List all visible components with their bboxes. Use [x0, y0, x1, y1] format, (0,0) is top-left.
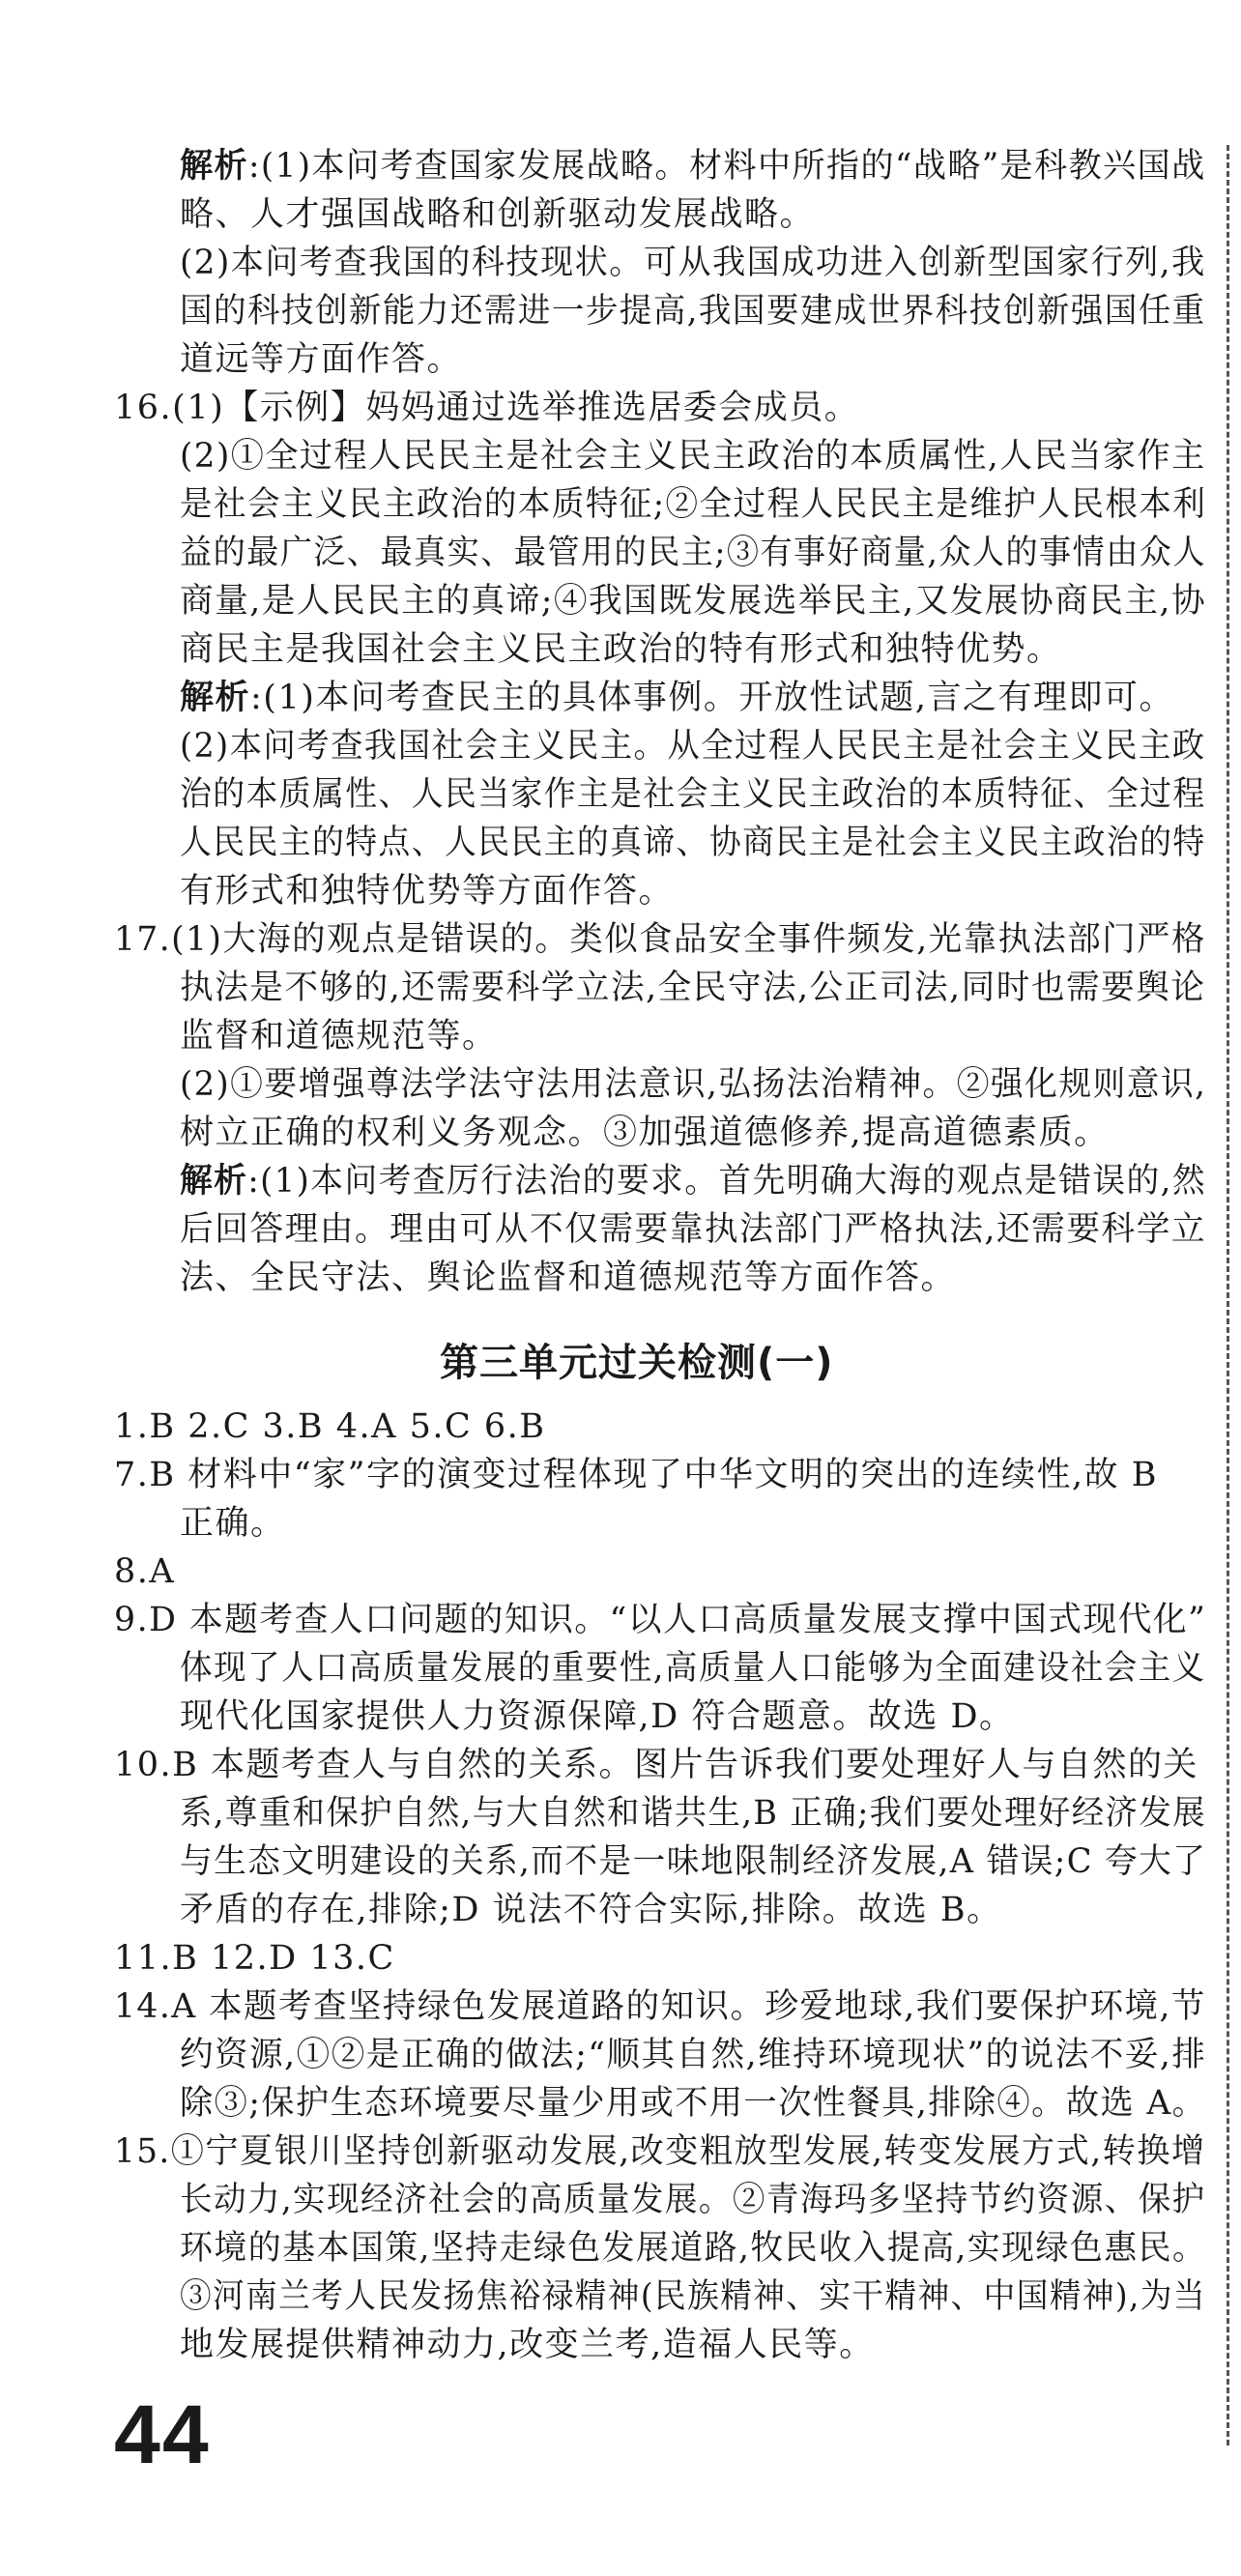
answer-line: 体现了人口高质量发展的重要性,高质量人口能够为全面建设社会主义: [180, 1649, 1206, 1688]
answer-line: 正确。: [180, 1504, 286, 1543]
answer-line: [180, 1160, 1206, 1202]
answer-line: 16.(1)【示例】妈妈通过选举推选居委会成员。: [114, 389, 860, 427]
answer-line: 有形式和独特优势等方面作答。: [180, 872, 675, 911]
answer-line: 略、人才强国战略和创新驱动发展战略。: [180, 195, 816, 234]
answer-line: 国的科技创新能力还需进一步提高,我国要建成世界科技创新强国任重: [180, 292, 1206, 331]
answer-line: 14.A 本题考查坚持绿色发展道路的知识。珍爱地球,我们要保护环境,节: [114, 1987, 1206, 2026]
answer-line: 15.①宁夏银川坚持创新驱动发展,改变粗放型发展,转变发展方式,转换增: [114, 2132, 1206, 2171]
answer-line: 10.B 本题考查人与自然的关系。图片告诉我们要处理好人与自然的关: [114, 1746, 1199, 1784]
answer-line: [180, 677, 1174, 719]
answer-line: 人民民主的特点、人民民主的真谛、协商民主是社会主义民主政治的特: [180, 824, 1206, 862]
answer-line: 1.B 2.C 3.B 4.A 5.C 6.B: [114, 1407, 546, 1446]
answer-line: 树立正确的权利义务观念。③加强道德修养,提高道德素质。: [180, 1114, 1110, 1152]
answer-line: 现代化国家提供人力资源保障,D 符合题意。故选 D。: [180, 1697, 1015, 1736]
analysis-label: 解析: [180, 1161, 248, 1201]
line-text: :(1)本问考查民主的具体事例。开放性试题,言之有理即可。: [250, 679, 1175, 717]
answer-line: 7.B 材料中“家”字的演变过程体现了中华文明的突出的连续性,故 B: [114, 1456, 1158, 1494]
answer-line: 系,尊重和保护自然,与大自然和谐共生,B 正确;我们要处理好经济发展: [180, 1794, 1207, 1833]
answer-line: 道远等方面作答。: [180, 340, 463, 379]
line-text: :(1)本问考查国家发展战略。材料中所指的“战略”是科教兴国战: [248, 147, 1206, 186]
answer-line: 商量,是人民民主的真谛;④我国既发展选举民主,又发展协商民主,协: [180, 582, 1207, 621]
answer-line: (2)①要增强尊法学法守法用法意识,弘扬法治精神。②强化规则意识,: [180, 1065, 1207, 1104]
answer-line: 9.D 本题考查人口问题的知识。“以人口高质量发展支撑中国式现代化”: [114, 1601, 1207, 1639]
analysis-label: 解析: [180, 678, 251, 717]
answer-line: 商民主是我国社会主义民主政治的特有形式和独特优势。: [180, 630, 1062, 669]
answer-line: 8.A: [114, 1552, 176, 1591]
answer-line: ③河南兰考人民发扬焦裕禄精神(民族精神、实干精神、中国精神),为当: [180, 2277, 1206, 2316]
cut-line-divider: [1227, 145, 1229, 2446]
answer-line: 地发展提供精神动力,改变兰考,造福人民等。: [180, 2326, 875, 2364]
answer-line: [180, 145, 1206, 188]
page-number: 44: [114, 2388, 211, 2481]
answer-line: 长动力,实现经济社会的高质量发展。②青海玛多坚持节约资源、保护: [180, 2181, 1206, 2219]
answer-line: (2)本问考查我国社会主义民主。从全过程人民民主是社会主义民主政: [180, 727, 1206, 766]
answer-line: 执法是不够的,还需要科学立法,全民守法,公正司法,同时也需要舆论: [180, 969, 1206, 1007]
answer-line: 除③;保护生态环境要尽量少用或不用一次性餐具,排除④。故选 A。: [180, 2084, 1207, 2123]
answer-line: 17.(1)大海的观点是错误的。类似食品安全事件频发,光靠执法部门严格: [114, 920, 1206, 959]
answer-line: 益的最广泛、最真实、最管用的民主;③有事好商量,众人的事情由众人: [180, 534, 1206, 572]
analysis-label: 解析: [180, 146, 249, 186]
section-title: 第三单元过关检测(一): [440, 1341, 834, 1385]
answer-line: 环境的基本国策,坚持走绿色发展道路,牧民收入提高,实现绿色惠民。: [180, 2229, 1207, 2268]
answer-line: 法、全民守法、舆论监督和道德规范等方面作答。: [180, 1259, 957, 1297]
answer-line: 约资源,①②是正确的做法;“顺其自然,维持环境现状”的说法不妥,排: [180, 2036, 1207, 2074]
answer-line: 治的本质属性、人民当家作主是社会主义民主政治的本质特征、全过程: [180, 775, 1206, 814]
answer-line: 监督和道德规范等。: [180, 1017, 498, 1056]
answer-line: 与生态文明建设的关系,而不是一味地限制经济发展,A 错误;C 夸大了: [180, 1842, 1207, 1881]
answer-line: 矛盾的存在,排除;D 说法不符合实际,排除。故选 B。: [180, 1891, 1002, 1929]
answer-line: 是社会主义民主政治的本质特征;②全过程人民民主是维护人民根本利: [180, 485, 1207, 524]
answer-line: (2)本问考查我国的科技现状。可从我国成功进入创新型国家行列,我: [180, 244, 1206, 282]
line-text: :(1)本问考查厉行法治的要求。首先明确大海的观点是错误的,然: [247, 1162, 1207, 1201]
answer-line: 11.B 12.D 13.C: [114, 1939, 395, 1978]
answer-line: (2)①全过程人民民主是社会主义民主政治的本质属性,人民当家作主: [180, 437, 1206, 476]
answer-line: 后回答理由。理由可从不仅需要靠执法部门严格执法,还需要科学立: [180, 1210, 1207, 1249]
